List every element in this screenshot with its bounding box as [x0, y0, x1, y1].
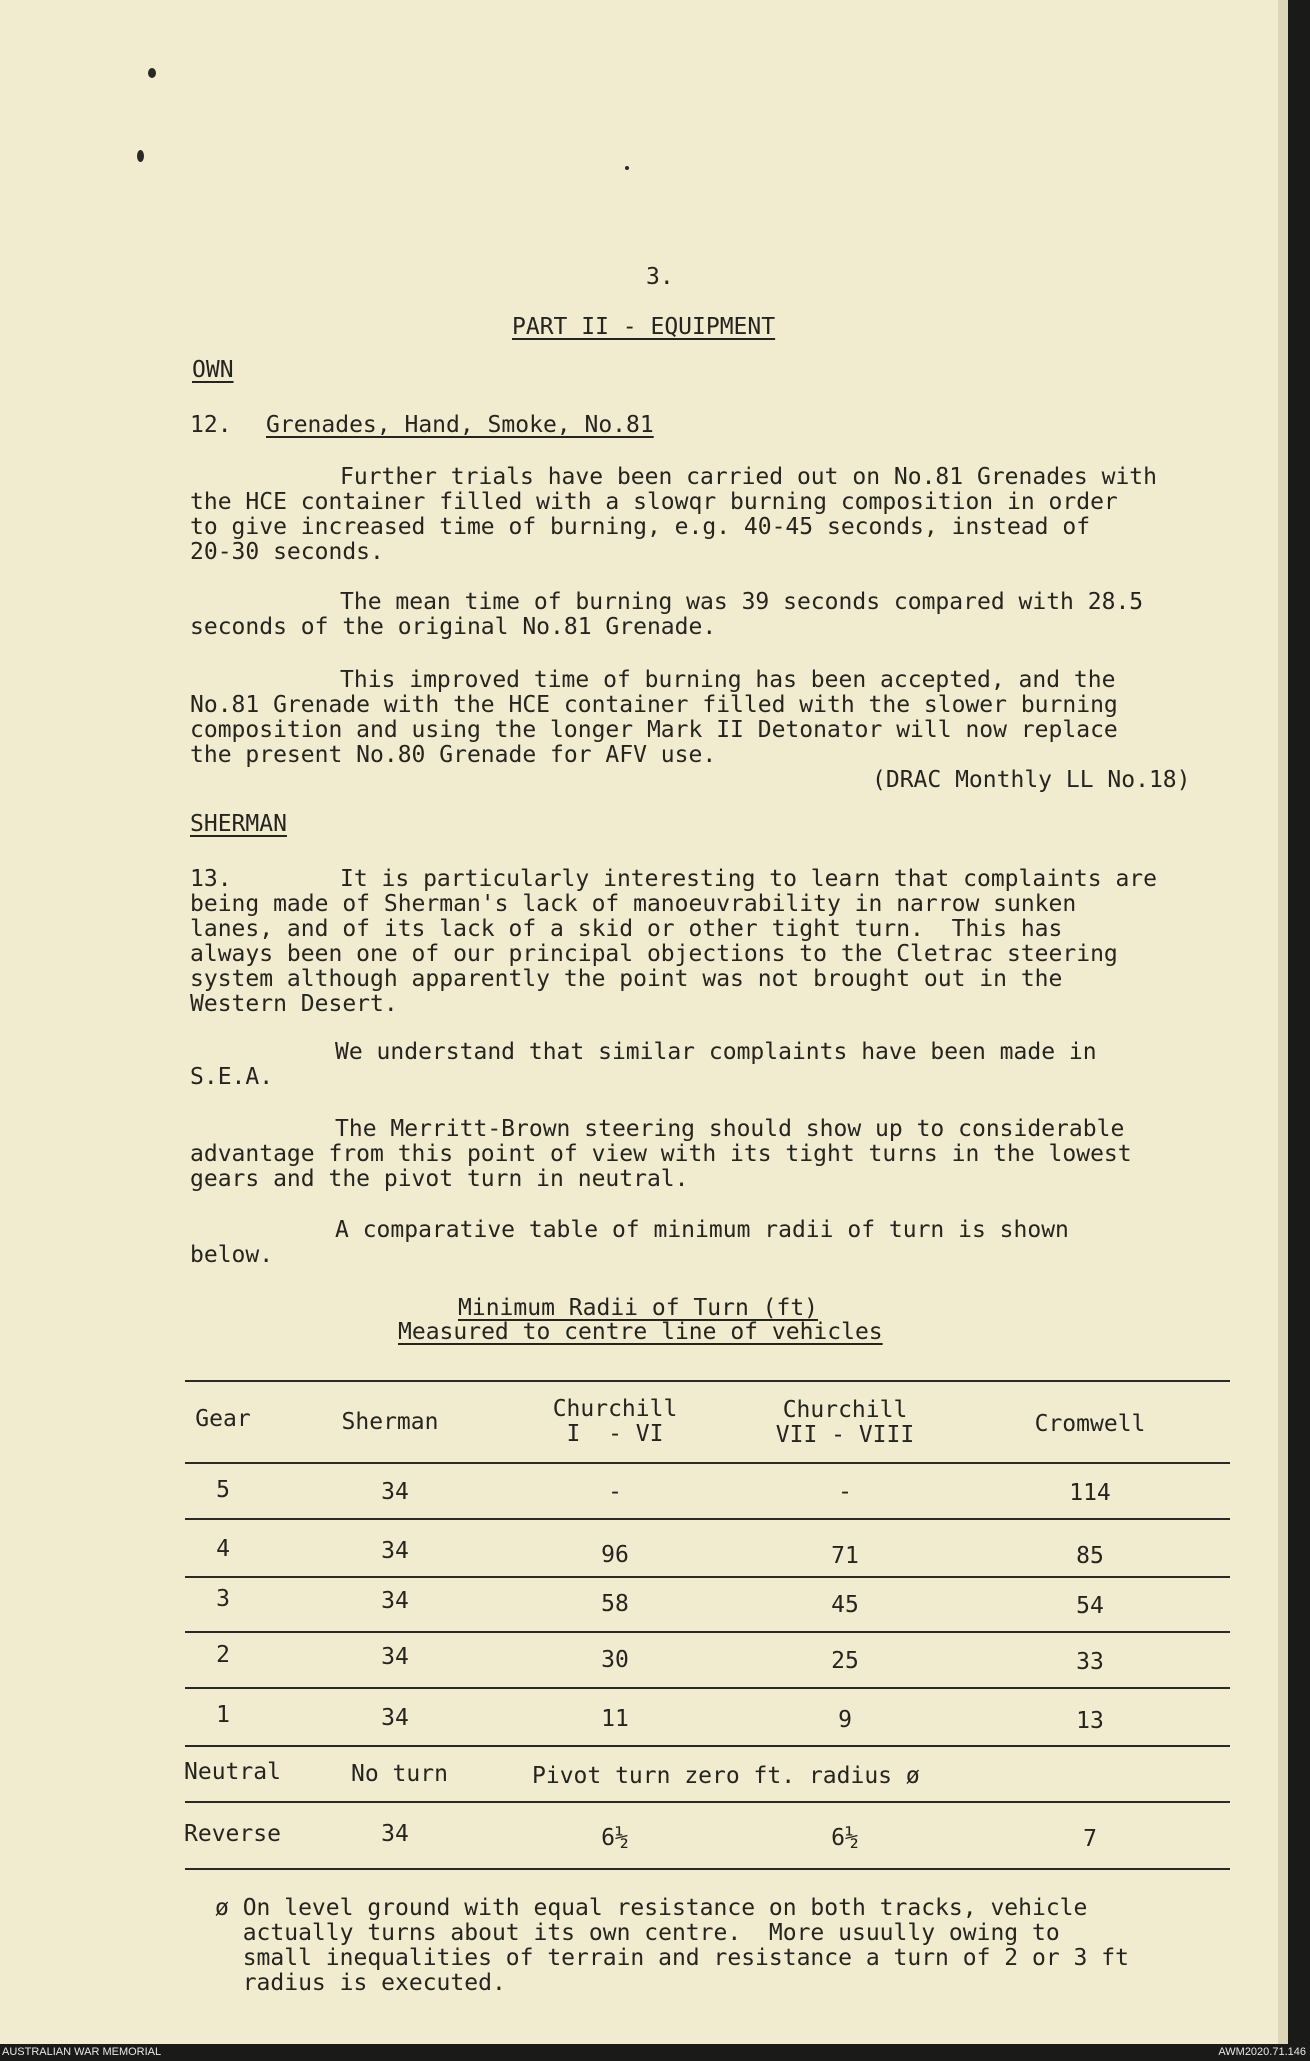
- footnote: ø On level ground with equal resistance on both tracks, vehicle actually turns about its own centre. More usuully owing to small inequalities of terrain and resistance a turn of 2 or 3 ft radius is executed.: [215, 1895, 1129, 1996]
- churchill-2-cell: 45: [831, 1592, 859, 1618]
- item-13-paragraph-2: We understand that similar complaints have been made in S.E.A.: [190, 1039, 1097, 1090]
- table-rule: [185, 1518, 1230, 1520]
- cromwell-cell: 85: [1076, 1543, 1104, 1569]
- table-title: Minimum Radii of Turn (ft): [458, 1295, 819, 1321]
- section-sherman: SHERMAN: [190, 811, 287, 837]
- churchill-2-cell: 9: [838, 1707, 852, 1733]
- item-12-source: (DRAC Monthly LL No.18): [872, 767, 1191, 793]
- item-13-number: 13.: [190, 866, 232, 892]
- table-rule: [185, 1380, 1230, 1382]
- ink-blot: [137, 150, 144, 162]
- churchill-1-cell: 96: [601, 1542, 629, 1568]
- table-rule: [185, 1687, 1230, 1689]
- item-12-paragraph-1: Further trials have been carried out on No.81 Grenades with the HCE container filled with a slowqr burning composition in order to give increased time of burning, e.g. 40-45 seconds, instead of 20-30 seconds.: [190, 464, 1157, 565]
- churchill-2-cell: 25: [831, 1648, 859, 1674]
- table-rule: [185, 1745, 1230, 1747]
- item-12-paragraph-2: The mean time of burning was 39 seconds compared with 28.5 seconds of the original No.81 Grenade.: [190, 589, 1144, 640]
- item-13-paragraph-1: It is particularly interesting to learn that complaints are being made of Sherman's lack of manoeuvrability in narrow sunken lanes, and of its lack of a skid or other tight turn. This has always been one of our principal objections to the Cletrac steering system although apparently the point was not brought out in the Western Desert.: [190, 866, 1157, 1017]
- sherman-cell: 34: [381, 1705, 409, 1731]
- item-12-number: 12.: [190, 412, 232, 438]
- churchill-1-cell: 58: [601, 1591, 629, 1617]
- reverse-churchill-1: 6½: [601, 1825, 629, 1851]
- churchill-2-cell: 71: [831, 1543, 859, 1569]
- page-number: 3.: [646, 264, 674, 290]
- gear-cell: 4: [216, 1536, 230, 1562]
- cromwell-cell: 13: [1076, 1708, 1104, 1734]
- cromwell-cell: 114: [1069, 1480, 1111, 1506]
- sherman-cell: 34: [381, 1479, 409, 1505]
- ink-blot: [625, 166, 629, 170]
- header-gear: Gear: [195, 1406, 251, 1432]
- table-rule: [185, 1576, 1230, 1578]
- item-13-paragraph-4: A comparative table of minimum radii of turn is shown below.: [190, 1217, 1069, 1268]
- neutral-sherman: No turn: [351, 1761, 448, 1787]
- ink-blot: [148, 68, 156, 78]
- cromwell-cell: 54: [1076, 1593, 1104, 1619]
- header-churchill-2: Churchill: [782, 1397, 908, 1423]
- reverse-churchill-2: 6½: [831, 1825, 859, 1851]
- churchill-1-cell: 11: [601, 1706, 629, 1732]
- gear-cell: 3: [216, 1586, 230, 1612]
- gear-cell: 5: [216, 1477, 230, 1503]
- paper-edge: [1278, 0, 1288, 2044]
- footer-left: AUSTRALIAN WAR MEMORIAL: [2, 2046, 162, 2058]
- header-churchill-1: Churchill: [552, 1396, 678, 1422]
- section-own: OWN: [192, 357, 234, 383]
- churchill-2-cell: -: [838, 1479, 852, 1505]
- sherman-cell: 34: [381, 1588, 409, 1614]
- gear-cell: 1: [216, 1702, 230, 1728]
- header-sherman: Sherman: [341, 1409, 439, 1435]
- table-rule: [185, 1801, 1230, 1803]
- part-title: PART II - EQUIPMENT: [512, 314, 776, 340]
- header-cromwell: Cromwell: [1034, 1411, 1146, 1437]
- table-rule: [185, 1462, 1230, 1464]
- sherman-cell: 34: [381, 1644, 409, 1670]
- cromwell-cell: 33: [1076, 1649, 1104, 1675]
- reverse-label: Reverse: [184, 1821, 281, 1847]
- item-12-title: Grenades, Hand, Smoke, No.81: [266, 412, 654, 438]
- churchill-1-cell: 30: [601, 1647, 629, 1673]
- gear-cell: 2: [216, 1642, 230, 1668]
- reverse-cromwell: 7: [1083, 1826, 1097, 1852]
- item-13-paragraph-3: The Merritt-Brown steering should show up to considerable advantage from this point of view with its tight turns in the lowest gears and the pivot turn in neutral.: [190, 1116, 1132, 1192]
- table-rule: [185, 1868, 1230, 1870]
- reverse-sherman: 34: [381, 1821, 409, 1847]
- neutral-note: Pivot turn zero ft. radius ø: [532, 1763, 920, 1789]
- churchill-1-cell: -: [608, 1479, 622, 1505]
- table-rule: [185, 1631, 1230, 1633]
- header-churchill-2-marks: VII - VIII: [775, 1422, 915, 1448]
- header-churchill-1-marks: I - VI: [566, 1421, 664, 1447]
- neutral-label: Neutral: [184, 1759, 281, 1785]
- sherman-cell: 34: [381, 1538, 409, 1564]
- table-subtitle: Measured to centre line of vehicles: [398, 1319, 883, 1345]
- item-12-paragraph-3: This improved time of burning has been accepted, and the No.81 Grenade with the HCE container filled with the slower burning composition and using the longer Mark II Detonator will now replace the present No.80 Grenade for AFV use.: [190, 667, 1118, 768]
- footer-right: AWM2020.71.146: [1218, 2046, 1306, 2058]
